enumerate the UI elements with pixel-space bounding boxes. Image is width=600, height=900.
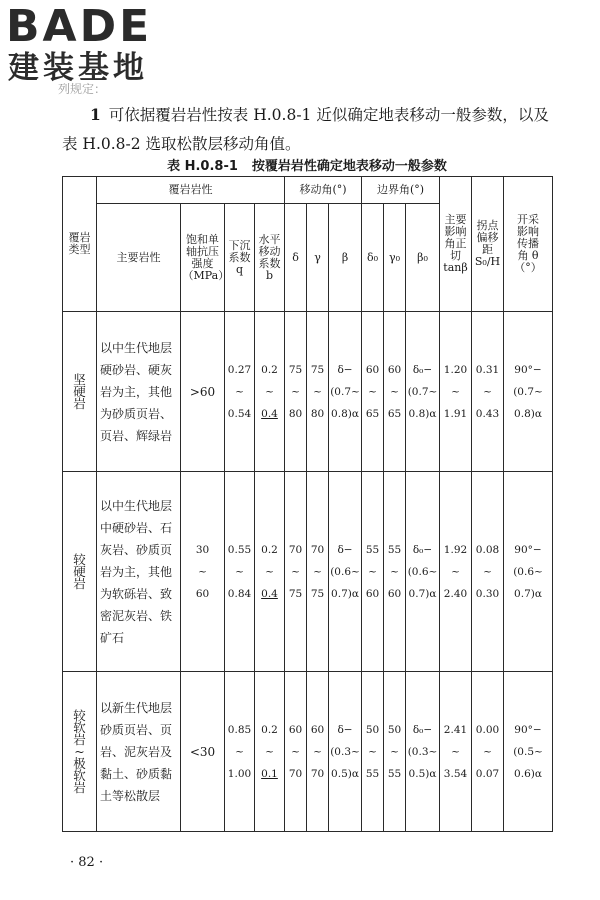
- row-delta: 75 ~ 80: [285, 312, 307, 472]
- row-gamma0: 60 ~ 65: [384, 312, 406, 472]
- row-strength: <30: [181, 672, 225, 832]
- row-b: 0.2 ~ 0.4: [255, 312, 285, 472]
- row-delta: 70 ~ 75: [285, 472, 307, 672]
- row-type: 较软岩~极软岩: [63, 672, 97, 832]
- header-delta: δ: [285, 204, 307, 312]
- row-theta: 90°− (0.5~ 0.6)α: [504, 672, 553, 832]
- row-gamma0: 55 ~ 60: [384, 472, 406, 672]
- header-rock-lithology: 覆岩岩性: [97, 177, 285, 204]
- paragraph-number: 1: [90, 105, 101, 124]
- row-tan-beta: 2.41 ~ 3.54: [440, 672, 472, 832]
- row-delta0: 60 ~ 65: [362, 312, 384, 472]
- row-beta: δ− (0.3~ 0.5)α: [329, 672, 362, 832]
- row-strength: >60: [181, 312, 225, 472]
- table-row: [63, 472, 553, 672]
- row-beta0: δ₀− (0.7~ 0.8)α: [406, 312, 440, 472]
- header-boundary-angle: 边界角(°): [362, 177, 440, 204]
- header-horizontal: 水平移动系数 b: [255, 204, 285, 312]
- header-move-angle: 移动角(°): [285, 177, 362, 204]
- row-q: 0.55 ~ 0.84: [225, 472, 255, 672]
- header-subsidence: 下沉系数 q: [225, 204, 255, 312]
- row-theta: 90°− (0.6~ 0.7)α: [504, 472, 553, 672]
- header-strength: 饱和单轴抗压强度（MPa）: [181, 204, 225, 312]
- row-delta0: 55 ~ 60: [362, 472, 384, 672]
- row-s0h: 0.00 ~ 0.07: [472, 672, 504, 832]
- row-strength: 30 ~ 60: [181, 472, 225, 672]
- header-beta: β: [329, 204, 362, 312]
- faded-text: 列规定：: [58, 82, 107, 96]
- row-lithology: 以中生代地层硬砂岩、硬灰岩为主，其他为砂质页岩、页岩、辉绿岩: [97, 312, 181, 472]
- table-row: [63, 672, 553, 832]
- row-type: 坚硬岩: [63, 312, 97, 472]
- row-tan-beta: 1.92 ~ 2.40: [440, 472, 472, 672]
- header-gamma: γ: [307, 204, 329, 312]
- row-s0h: 0.31 ~ 0.43: [472, 312, 504, 472]
- table-caption: [62, 155, 552, 174]
- row-gamma0: 50 ~ 55: [384, 672, 406, 832]
- row-lithology: 以新生代地层砂质页岩、页岩、泥灰岩及黏土、砂质黏土等松散层: [97, 672, 181, 832]
- logo-subtitle-text: 建装基地: [8, 50, 148, 86]
- row-theta: 90°− (0.7~ 0.8)α: [504, 312, 553, 472]
- row-delta: 60 ~ 70: [285, 672, 307, 832]
- table-caption-title: 按覆岩岩性确定地表移动一般参数: [251, 159, 447, 174]
- row-beta: δ− (0.7~ 0.8)α: [329, 312, 362, 472]
- row-q: 0.85 ~ 1.00: [225, 672, 255, 832]
- row-lithology: 以中生代地层中硬砂岩、石灰岩、砂质页岩为主，其他为软砾岩、致密泥灰岩、铁矿石: [97, 472, 181, 672]
- intro-paragraph: [62, 100, 552, 159]
- row-gamma: 75 ~ 80: [307, 312, 329, 472]
- header-rock-type: 覆岩类型: [63, 177, 97, 312]
- header-tan-beta: 主要影响角正切 tanβ: [440, 177, 472, 312]
- row-type: 较硬岩: [63, 472, 97, 672]
- row-b: 0.2 ~ 0.1: [255, 672, 285, 832]
- row-beta0: δ₀− (0.6~ 0.7)α: [406, 472, 440, 672]
- row-beta0: δ₀− (0.3~ 0.5)α: [406, 672, 440, 832]
- row-tan-beta: 1.20 ~ 1.91: [440, 312, 472, 472]
- row-delta0: 50 ~ 55: [362, 672, 384, 832]
- header-delta0: δ₀: [362, 204, 384, 312]
- header-beta0: β₀: [406, 204, 440, 312]
- row-q: 0.27 ~ 0.54: [225, 312, 255, 472]
- row-gamma: 60 ~ 70: [307, 672, 329, 832]
- header-propagation: 开采影响传播角 θ（°）: [504, 177, 553, 312]
- row-b: 0.2 ~ 0.4: [255, 472, 285, 672]
- row-beta: δ− (0.6~ 0.7)α: [329, 472, 362, 672]
- header-inflection: 拐点偏移距 S₀/H: [472, 177, 504, 312]
- paragraph-text: 可依据覆岩岩性按表 H.0.8-1 近似确定地表移动一般参数，以及表 H.0.8-2 选取松散层移动角值。: [62, 106, 549, 153]
- rock-parameters-table: [62, 176, 553, 832]
- page-number: · 82 ·: [70, 855, 104, 870]
- table-row: [63, 312, 553, 472]
- table-caption-id: 表 H.0.8-1: [167, 159, 238, 174]
- row-gamma: 70 ~ 75: [307, 472, 329, 672]
- header-gamma0: γ₀: [384, 204, 406, 312]
- logo-brand-text: BADE: [6, 1, 153, 52]
- header-main-lithology: 主要岩性: [97, 204, 181, 312]
- row-s0h: 0.08 ~ 0.30: [472, 472, 504, 672]
